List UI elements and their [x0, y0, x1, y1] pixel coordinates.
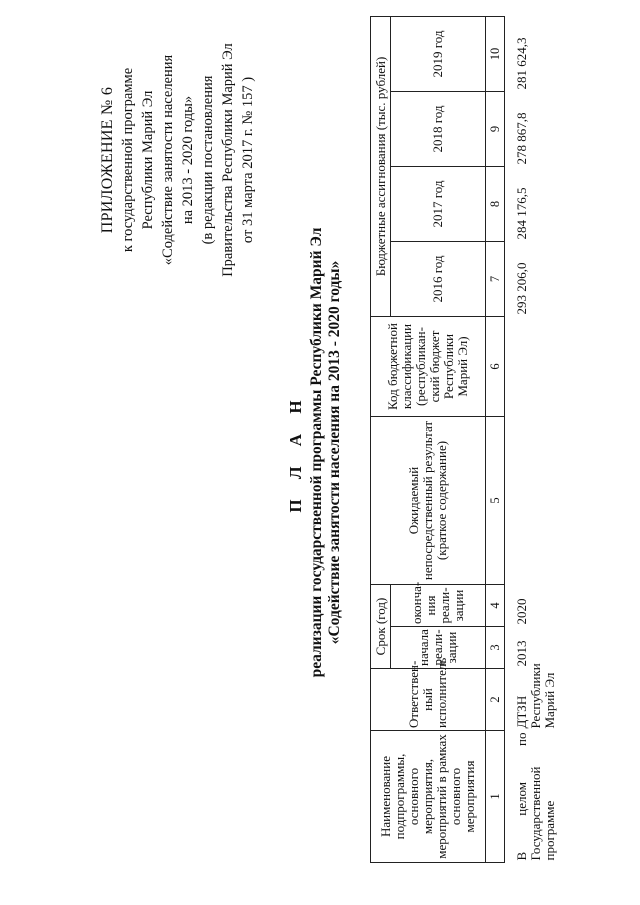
row-name: [505, 731, 559, 863]
appendix-line: к государственной программе: [120, 67, 136, 253]
appendix-title: ПРИЛОЖЕНИЕ № 6: [99, 86, 116, 234]
appendix-block: [98, 15, 258, 305]
header-name: Наименование подпрограммы, основного мероприятия, мероприятий в рамках основного мероприятия: [371, 731, 486, 863]
appendix-line: Правительства Республики Марий Эл: [220, 43, 236, 277]
row-start: 2013: [514, 640, 529, 667]
row-value-2018: 278 867,8: [514, 112, 529, 165]
column-number: 6: [486, 317, 505, 417]
appendix-line: Республики Марий Эл: [140, 90, 156, 230]
header-end: оконча-ния реали-зации: [391, 585, 486, 627]
row-name-part: по: [514, 732, 529, 746]
header-2019: 2019 год: [391, 16, 486, 91]
appendix-line: «Содействие занятости населения: [160, 54, 176, 266]
table-row: [505, 16, 559, 862]
row-name-rest: Государственной программе: [528, 766, 557, 861]
header-2017: 2017 год: [391, 167, 486, 242]
plan-table: [370, 16, 558, 863]
column-number: 5: [486, 417, 505, 585]
row-executor: ДТЗН Республики Марий Эл: [514, 663, 557, 729]
row-value-2019: 281 624,3: [514, 37, 529, 90]
plan-subtitle: «Содействие занятости населения на 2013 - 2020 годы»: [326, 260, 343, 645]
header-period: Срок (год): [371, 585, 391, 669]
plan-subtitle: реализации государственной программы Республики Марий Эл: [308, 227, 325, 678]
header-2016: 2016 год: [391, 242, 486, 317]
column-number: 4: [486, 585, 505, 627]
row-name-part: В: [514, 851, 529, 861]
row-value-2016: 293 206,0: [514, 262, 529, 315]
column-number: 9: [486, 92, 505, 167]
header-2018: 2018 год: [391, 92, 486, 167]
appendix-line: от 31 марта 2017 г. № 157 ): [240, 76, 256, 244]
header-budget: Бюджетные ассигнования (тыс. рублей): [371, 16, 391, 316]
appendix-line: на 2013 - 2020 годы»: [180, 95, 196, 225]
header-result: Ожидаемый непосредственный результат (краткое содержание): [371, 417, 486, 585]
row-value-2017: 284 176,5: [514, 187, 529, 240]
header-budget-code: Код бюджетной классификации (республикан-ский бюджет Республики Марий Эл): [371, 317, 486, 417]
plan-title: П Л А Н: [286, 392, 305, 513]
column-number-row: [486, 16, 505, 862]
row-name-part: целом: [514, 782, 529, 816]
column-number: 7: [486, 242, 505, 317]
header-executor: Ответствен-ный исполнитель: [371, 669, 486, 731]
column-number: 1: [486, 731, 505, 863]
column-number: 2: [486, 669, 505, 731]
column-number: 10: [486, 16, 505, 91]
row-result: [505, 417, 559, 585]
column-number: 8: [486, 167, 505, 242]
row-budget-code: [505, 317, 559, 417]
row-end: 2020: [514, 598, 529, 625]
plan-heading: [284, 0, 344, 905]
header-start: начала реали-зации: [391, 627, 486, 669]
column-number: 3: [486, 627, 505, 669]
appendix-line: (в редакции постановления: [200, 75, 216, 245]
